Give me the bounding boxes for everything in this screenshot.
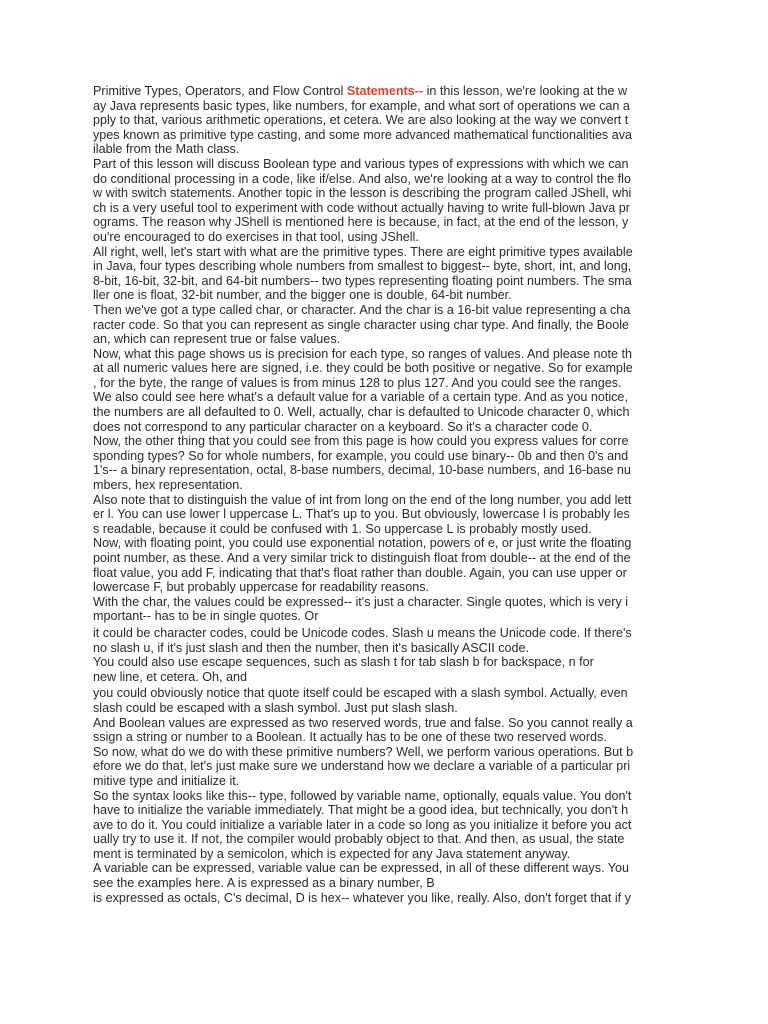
text-line: We also could see here what's a default value for a variable of a certain type. And as you notice,: [93, 390, 628, 405]
text-line: With the char, the values could be expressed-- it's just a character. Single quotes, which is very i: [93, 594, 629, 609]
text-line: A variable can be expressed, variable value can be expressed, in all of these different ways. You: [93, 861, 630, 876]
text-line: er l. You can use lower l uppercase L. That's up to you. But obviously, lowercase l is probably les: [93, 507, 630, 522]
text-line: ch is a very useful tool to experiment with code without actually having to write full-blown Java pr: [93, 200, 630, 215]
text-line: All right, well, let's start with what are the primitive types. There are eight primitive types available: [93, 244, 633, 259]
text-line: Then we've got a type called char, or character. And the char is a 16-bit value representing a cha: [93, 302, 631, 317]
text-line: Part of this lesson will discuss Boolean type and various types of expressions with which we can: [93, 156, 629, 171]
text-line: is expressed as octals, C's decimal, D is hex-- whatever you like, really. Also, don't forget that if y: [93, 890, 631, 905]
document-title-line: [93, 84, 677, 99]
text-line: ually try to use it. If not, the compiler would probably object to that. And then, as usual, the state: [93, 832, 625, 847]
text-line: s readable, because it could be confused with 1. So uppercase L is probably mostly used.: [93, 521, 592, 536]
text-line: you could obviously notice that quote itself could be escaped with a slash symbol. Actually, even: [93, 686, 628, 701]
text-line: 1's-- a binary representation, octal, 8-base numbers, decimal, 10-base numbers, and 16-base nu: [93, 463, 631, 478]
text-line: new line, et cetera. Oh, and: [93, 669, 248, 684]
text-line: float value, you add F, indicating that that's float rather than double. Again, you can use upper or: [93, 565, 627, 580]
document-body: [93, 84, 677, 905]
text-line: it could be character codes, could be Unicode codes. Slash u means the Unicode code. If there's: [93, 625, 632, 640]
text-line: ave to do it. You could initialize a variable later in a code so long as you initialize it before you act: [93, 817, 632, 832]
text-line: , for the byte, the range of values is from minus 128 to plus 127. And you could see the ranges.: [93, 375, 622, 390]
text-line: at all numeric values here are signed, i.e. they could be both positive or negative. So for example: [93, 361, 633, 376]
text-line: Now, what this page shows us is precision for each type, so ranges of values. And please note th: [93, 346, 633, 361]
text-line: sponding types? So for whole numbers, for example, you could use binary-- 0b and then 0's and: [93, 448, 629, 463]
document-lines: [93, 99, 677, 906]
text-line: in Java, four types describing whole numbers from smallest to biggest-- byte, short, int, and long,: [93, 259, 632, 274]
text-line: ment is terminated by a semicolon, which is expected for any Java statement anyway.: [93, 846, 571, 861]
text-line: an, which can represent true or false values.: [93, 332, 341, 347]
text-line: 8-bit, 16-bit, 32-bit, and 64-bit numbers-- two types representing floating point numbers. The sma: [93, 273, 632, 288]
text-line: does not correspond to any particular character on a keyboard. So it's a character code 0.: [93, 419, 593, 434]
text-line: mitive type and initialize it.: [93, 773, 240, 788]
text-line: have to initialize the variable immediately. That might be a good idea, but technically, you don't h: [93, 803, 629, 818]
title-prefix: Primitive Types, Operators, and Flow Control: [93, 84, 347, 98]
text-line: And Boolean values are expressed as two reserved words, true and false. So you cannot really a: [93, 715, 633, 730]
text-line: w with switch statements. Another topic in the lesson is describing the program called JShell, whi: [93, 186, 632, 201]
text-line: You could also use escape sequences, such as slash t for tab slash b for backspace, n for: [93, 655, 594, 670]
text-line: Now, the other thing that you could see from this page is how could you express values for corre: [93, 434, 629, 449]
text-line: the numbers are all defaulted to 0. Well, actually, char is defaulted to Unicode character 0, which: [93, 405, 630, 420]
text-line: ilable from the Math class.: [93, 142, 240, 157]
text-line: see the examples here. A is expressed as a binary number, B: [93, 876, 435, 891]
text-line: efore we do that, let's just make sure we understand how we declare a variable of a particular pri: [93, 759, 631, 774]
title-highlight: Statements--: [346, 84, 424, 98]
text-line: Also note that to distinguish the value of int from long on the end of the long number, you add lett: [93, 492, 632, 507]
text-line: ller one is float, 32-bit number, and the bigger one is double, 64-bit number.: [93, 288, 512, 303]
text-line: point number, as these. And a very similar trick to distinguish float from double-- at the end of the: [93, 551, 631, 565]
text-line: So now, what do we do with these primitive numbers? Well, we perform various operations. But b: [93, 744, 634, 759]
text-line: ssign a string or number to a Boolean. It actually has to be one of these two reserved words.: [93, 730, 607, 745]
text-line: mportant-- has to be in single quotes. Or: [93, 609, 319, 624]
text-line: So the syntax looks like this-- type, followed by variable name, optionally, equals value. You don't: [93, 788, 632, 803]
title-suffix: in this lesson, we're looking at the w: [423, 84, 628, 98]
text-line: mbers, hex representation.: [93, 478, 243, 493]
text-line: ograms. The reason why JShell is mentioned here is because, in fact, at the end of the lesson, y: [93, 215, 629, 230]
text-line: do conditional processing in a code, like if/else. And also, we're looking at a way to control the flo: [93, 171, 631, 186]
text-line: slash could be escaped with a slash symbol. Just put slash slash.: [93, 700, 458, 715]
text-line: ypes known as primitive type casting, and some more advanced mathematical functionalities ava: [93, 127, 633, 142]
text-line: Now, with floating point, you could use exponential notation, powers of e, or just write the floating: [93, 536, 632, 551]
text-line: ay Java represents basic types, like numbers, for example, and what sort of operations we can a: [93, 98, 630, 113]
text-line: no slash u, if it's just slash and then the number, then it's basically ASCII code.: [93, 640, 530, 655]
text-line: ou're encouraged to do exercises in that tool, using JShell.: [93, 229, 419, 244]
text-line: pply to that, various arithmetic operations, et cetera. We are also looking at the way we convert t: [93, 113, 629, 128]
text-line: racter code. So that you can represent as single character using char type. And finally, the Boole: [93, 317, 630, 332]
text-line: lowercase F, but probably uppercase for readability reasons.: [93, 580, 430, 595]
